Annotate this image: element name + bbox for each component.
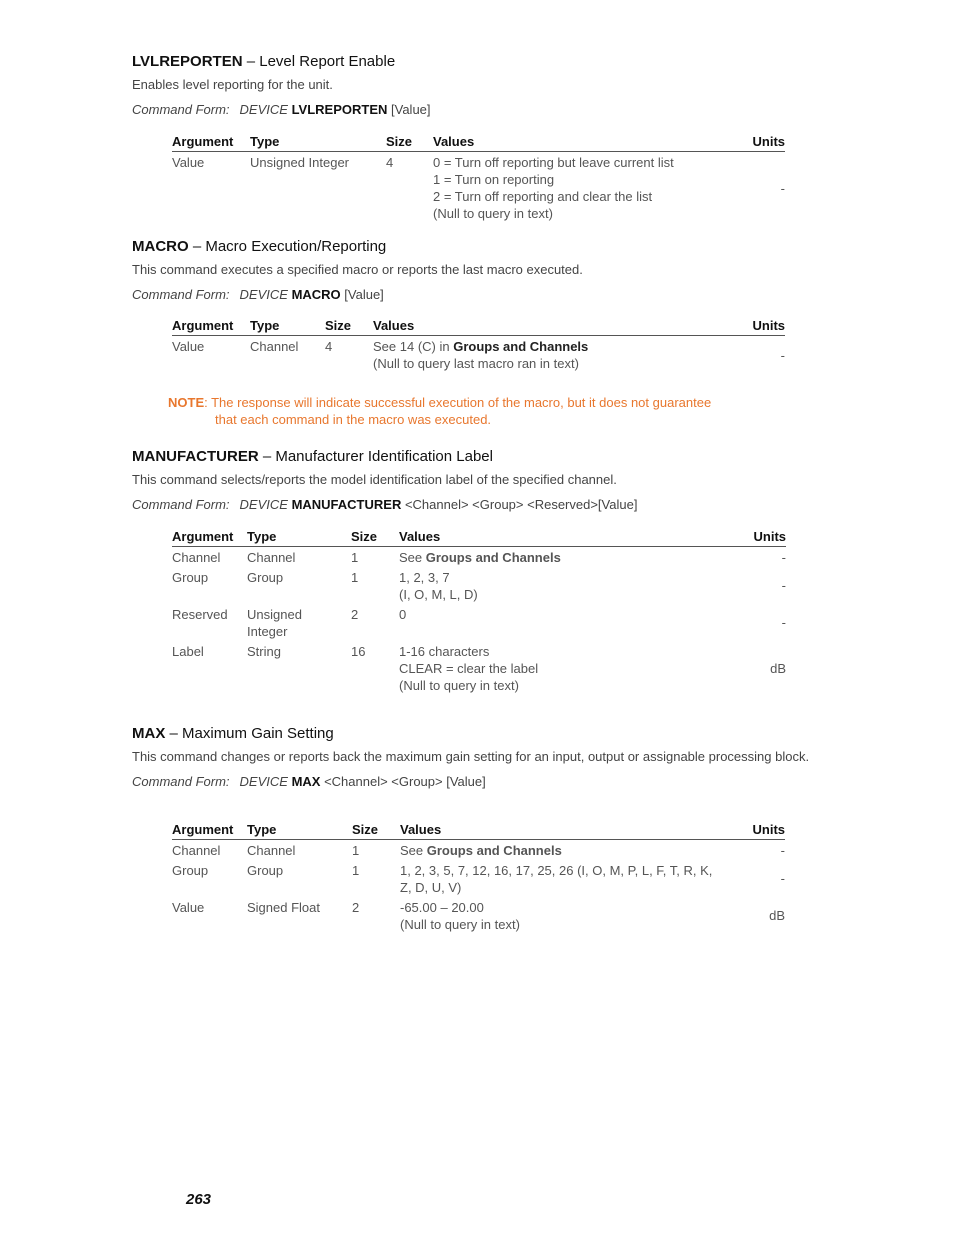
- cell-argument: Value: [172, 900, 205, 915]
- header-units: Units: [725, 134, 785, 152]
- table-row: [172, 840, 785, 860]
- cell-size: 2: [351, 607, 359, 622]
- header-values: Values: [400, 822, 739, 840]
- cell-units: -: [780, 843, 785, 858]
- command-name: MACRO: [132, 238, 189, 255]
- type-line: Integer: [247, 624, 288, 639]
- value-line: 1 = Turn on reporting: [433, 172, 555, 187]
- header-argument: Argument: [172, 529, 247, 547]
- table-header-row: [172, 134, 785, 152]
- command-name: MANUFACTURER: [132, 448, 259, 465]
- cell-values: [399, 603, 726, 640]
- value-line: 1-16 characters: [399, 644, 490, 659]
- value-line: 1, 2, 3, 5, 7, 12, 16, 17, 25, 26 (I, O, M, P, L, F, T, R, K,: [400, 863, 713, 878]
- cell-values: [400, 859, 739, 896]
- cell-size: 2: [352, 900, 360, 915]
- table-row: [172, 336, 785, 373]
- cell-type: Channel: [247, 550, 296, 565]
- command-name: MAX: [132, 725, 166, 742]
- value-line: (I, O, M, L, D): [399, 587, 478, 602]
- header-argument: Argument: [172, 822, 247, 840]
- argument-table-macro: [172, 318, 785, 372]
- command-form-params: <Channel> <Group> <Reserved>[Value]: [401, 497, 638, 512]
- cell-values: [399, 566, 726, 603]
- header-values: Values: [433, 134, 725, 152]
- section-description: This command executes a specified macro or reports the last macro executed.: [132, 262, 583, 277]
- command-form: [132, 101, 812, 118]
- cell-values: [373, 336, 725, 373]
- table-row: [172, 547, 786, 567]
- header-size: Size: [325, 318, 373, 336]
- groups-and-channels-ref: Groups and Channels: [453, 339, 589, 354]
- cell-values: [399, 640, 726, 694]
- cell-units: dB: [770, 660, 786, 676]
- header-values: Values: [399, 529, 726, 547]
- header-size: Size: [386, 134, 433, 152]
- section-lvlreporten: [132, 52, 812, 118]
- command-form-device: DEVICE: [239, 287, 288, 302]
- title-rest: – Macro Execution/Reporting: [188, 238, 387, 255]
- cell-values: [400, 896, 739, 933]
- table-header-row: [172, 822, 785, 840]
- cell-argument: Channel: [172, 550, 221, 565]
- cell-units: -: [780, 347, 785, 363]
- cell-units: -: [781, 550, 786, 565]
- cell-argument: Channel: [172, 843, 221, 858]
- cell-argument: Label: [172, 644, 204, 659]
- value-line: 1, 2, 3, 7: [399, 570, 450, 585]
- cell-size: 1: [351, 550, 359, 565]
- table-row: [172, 859, 785, 896]
- cell-values: [433, 152, 725, 223]
- argument-table-manufacturer: [172, 529, 786, 694]
- header-units: Units: [726, 529, 786, 547]
- header-values: Values: [373, 318, 725, 336]
- command-form-params: [Value]: [340, 287, 384, 302]
- cell-values: [400, 840, 739, 860]
- title-rest: – Maximum Gain Setting: [165, 725, 334, 742]
- table-row: [172, 152, 785, 223]
- command-form-params: [Value]: [387, 102, 431, 117]
- cell-argument: Reserved: [172, 607, 228, 622]
- cell-type: String: [247, 644, 281, 659]
- cell-units: dB: [769, 908, 785, 923]
- section-title: [132, 237, 812, 257]
- type-line: Unsigned: [247, 607, 302, 622]
- command-form-device: DEVICE: [239, 774, 288, 789]
- cell-units: -: [780, 180, 785, 196]
- command-form-label: Command Form:: [132, 497, 230, 512]
- section-title: [132, 724, 812, 744]
- command-form-cmd: LVLREPORTEN: [291, 102, 388, 117]
- command-form-label: Command Form:: [132, 774, 230, 789]
- note-line-1: [168, 395, 711, 410]
- table-row: [172, 566, 786, 603]
- command-form: [132, 773, 812, 790]
- section-manufacturer: [132, 447, 812, 513]
- value-line: [373, 338, 725, 355]
- value-line: -65.00 – 20.00: [400, 900, 484, 915]
- command-form-cmd: MAX: [291, 774, 321, 789]
- cell-type: Group: [247, 863, 284, 878]
- header-argument: Argument: [172, 318, 250, 336]
- section-title: [132, 52, 812, 72]
- argument-table-lvlreporten: [172, 134, 785, 222]
- table-row: [172, 640, 786, 694]
- table-row: [172, 896, 785, 933]
- table-header-row: [172, 529, 786, 547]
- table-row: [172, 603, 786, 640]
- cell-size: 1: [352, 863, 360, 878]
- section-title: [132, 447, 812, 467]
- command-form-device: DEVICE: [239, 102, 288, 117]
- cell-type: Signed Float: [247, 900, 320, 915]
- cell-type: [247, 603, 351, 640]
- command-form-params: <Channel> <Group> [Value]: [320, 774, 486, 789]
- section-description: This command changes or reports back the maximum gain setting for an input, output or assignable processing block.: [132, 749, 810, 764]
- value-line: (Null to query last macro ran in text): [373, 356, 579, 371]
- cell-size: 16: [351, 644, 366, 659]
- value-line: CLEAR = clear the label: [399, 661, 539, 676]
- cell-argument: Value: [172, 155, 205, 170]
- command-form-cmd: MANUFACTURER: [291, 497, 402, 512]
- cell-argument: Group: [172, 863, 209, 878]
- command-form: [132, 286, 812, 303]
- cell-argument: Group: [172, 570, 209, 585]
- command-form: [132, 496, 812, 513]
- note: [168, 394, 788, 428]
- header-size: Size: [351, 529, 399, 547]
- section-description: Enables level reporting for the unit.: [132, 77, 333, 92]
- command-form-cmd: MACRO: [291, 287, 341, 302]
- value-line: 2 = Turn off reporting and clear the list: [433, 189, 653, 204]
- header-units: Units: [725, 318, 785, 336]
- title-rest: – Manufacturer Identification Label: [258, 448, 493, 465]
- cell-units: -: [781, 578, 786, 593]
- cell-size: 1: [351, 570, 359, 585]
- header-units: Units: [739, 822, 785, 840]
- page-number: 263: [186, 1191, 212, 1208]
- cell-size: 4: [325, 339, 333, 354]
- value-prefix: See: [400, 843, 427, 858]
- header-type: Type: [250, 318, 325, 336]
- cell-argument: Value: [172, 339, 205, 354]
- title-rest: – Level Report Enable: [242, 53, 396, 70]
- cell-type: Group: [247, 570, 284, 585]
- value-prefix: See 14 (C) in: [373, 339, 454, 354]
- cell-type: Channel: [247, 843, 296, 858]
- note-label: NOTE: [168, 395, 205, 410]
- cell-type: Channel: [250, 339, 299, 354]
- header-type: Type: [250, 134, 386, 152]
- value-line: Z, D, U, V): [400, 880, 462, 895]
- value-line: 0 = Turn off reporting but leave current list: [433, 155, 674, 170]
- header-type: Type: [247, 822, 352, 840]
- header-size: Size: [352, 822, 400, 840]
- value-line: (Null to query in text): [433, 206, 553, 221]
- cell-size: 1: [352, 843, 360, 858]
- section-macro: [132, 237, 812, 303]
- table-header-row: [172, 318, 785, 336]
- value-line: (Null to query in text): [400, 917, 520, 932]
- value-line: (Null to query in text): [399, 678, 519, 693]
- section-max: [132, 724, 812, 790]
- cell-units: -: [780, 871, 785, 886]
- command-form-label: Command Form:: [132, 102, 230, 117]
- groups-and-channels-ref: Groups and Channels: [425, 550, 561, 565]
- section-description: This command selects/reports the model identification label of the specified channel.: [132, 472, 617, 487]
- note-line-2: that each command in the macro was executed.: [215, 412, 492, 427]
- command-form-label: Command Form:: [132, 287, 230, 302]
- argument-table-max: [172, 822, 785, 933]
- header-type: Type: [247, 529, 351, 547]
- cell-size: 4: [386, 155, 394, 170]
- command-name: LVLREPORTEN: [132, 53, 243, 70]
- note-text: : The response will indicate successful execution of the macro, but it does not guarantee: [204, 395, 712, 410]
- cell-values: [399, 547, 726, 567]
- cell-units: -: [781, 615, 786, 630]
- command-form-device: DEVICE: [239, 497, 288, 512]
- value-line: 0: [399, 607, 407, 622]
- cell-type: Unsigned Integer: [250, 155, 350, 170]
- header-argument: Argument: [172, 134, 250, 152]
- groups-and-channels-ref: Groups and Channels: [426, 843, 562, 858]
- value-prefix: See: [399, 550, 426, 565]
